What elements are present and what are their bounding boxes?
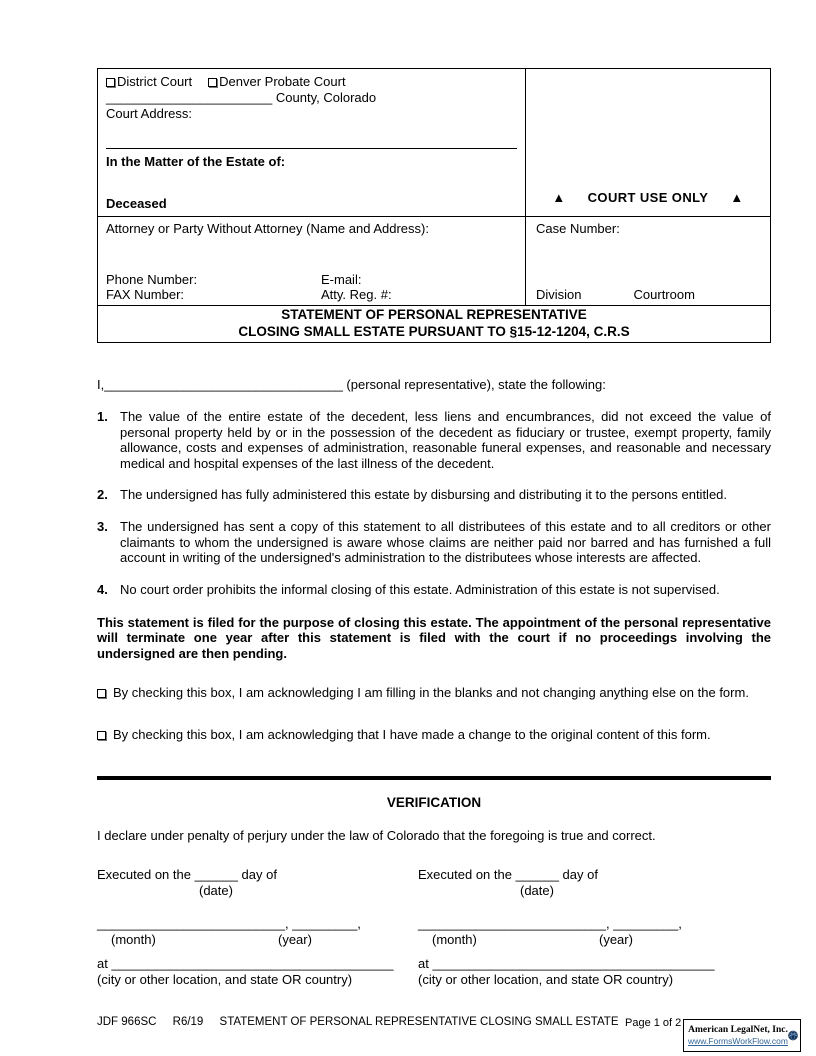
form-title-line1: STATEMENT OF PERSONAL REPRESENTATIVE <box>281 307 587 322</box>
ack-fill-blanks-checkbox[interactable] <box>97 689 106 698</box>
month-year-captions-left <box>97 932 418 948</box>
item-text: The undersigned has fully administered this estate by disbursing and distributing it to the persons entitled. <box>120 487 728 502</box>
item-number: 1. <box>97 409 108 424</box>
page-footer <box>97 1016 632 1028</box>
denver-probate-label: Denver Probate Court <box>219 74 346 89</box>
division-label: Division <box>536 287 582 302</box>
email-label: E-mail: <box>321 272 362 287</box>
attorney-label: Attorney or Party Without Attorney (Name and Address): <box>106 221 429 236</box>
item-text: The value of the entire estate of the decedent, less liens and encumbrances, did not exceed the value of personal property held by or in the possession of the decedent as fiduciary or trustee, exempt property, family allowance, costs and expenses of administration, reasonable funeral expenses, and reasonable and necessary medical and hospital expenses of the last illness of the decedent. <box>120 409 771 471</box>
court-use-only-label: COURT USE ONLY <box>587 190 709 205</box>
district-court-option <box>106 74 192 89</box>
court-use-only-banner <box>552 190 743 206</box>
fax-attyreg-row <box>106 287 517 302</box>
date-caption-left: (date) <box>199 883 233 898</box>
division-courtroom-row <box>536 287 760 302</box>
item-number: 2. <box>97 487 108 502</box>
atty-reg-label: Atty. Reg. #: <box>321 287 392 302</box>
district-court-label: District Court <box>117 74 193 89</box>
execution-columns <box>97 867 771 988</box>
month-year-captions-right <box>418 932 739 948</box>
case-number-label: Case Number: <box>536 221 620 236</box>
execution-column-left <box>97 867 418 988</box>
form-page <box>97 68 771 988</box>
verification-heading: VERIFICATION <box>386 795 482 810</box>
american-legalnet-logo <box>683 1019 801 1052</box>
globe-icon <box>788 1023 798 1048</box>
closing-bold-statement: This statement is filed for the purpose of closing this estate. The appointment of the personal representative will terminate one year after this statement is filed with the court if no proceedings involving the undersigned are then pending. <box>97 614 771 661</box>
page-number: Page 1 of 2 <box>625 1017 682 1029</box>
ack-changed-form-checkbox[interactable] <box>97 731 106 740</box>
year-caption-left: (year) <box>278 932 312 947</box>
location-caption-left: (city or other location, and state OR country) <box>97 972 353 987</box>
representative-intro-line: I,_________________________________ (personal representative), state the following: <box>97 377 606 392</box>
month-caption-right: (month) <box>432 932 477 947</box>
execution-column-right <box>418 867 739 988</box>
at-location-blank-right: at _______________________________________ <box>418 956 715 971</box>
month-caption-left: (month) <box>111 932 156 947</box>
ack-fill-blanks-row <box>97 682 771 703</box>
district-court-checkbox[interactable] <box>106 78 115 87</box>
item-number: 3. <box>97 519 108 534</box>
form-title-line2: CLOSING SMALL ESTATE PURSUANT TO §15-12-1204, C.R.S <box>238 323 630 339</box>
perjury-declaration: I declare under penalty of perjury under the law of Colorado that the foregoing is true and correct. <box>97 828 656 843</box>
executed-on-line-left: Executed on the ______ day of <box>97 867 277 882</box>
date-caption-right: (date) <box>520 883 554 898</box>
statement-item-2 <box>97 487 771 503</box>
court-type-row <box>106 74 517 90</box>
section-divider-rule <box>97 776 771 780</box>
statement-item-3 <box>97 519 771 566</box>
year-caption-right: (year) <box>599 932 633 947</box>
executed-on-line-right: Executed on the ______ day of <box>418 867 598 882</box>
triangle-up-icon: ▲ <box>552 190 566 205</box>
at-location-blank-left: at _______________________________________ <box>97 956 394 971</box>
denver-probate-option <box>208 74 345 89</box>
item-text: No court order prohibits the informal closing of this estate. Administration of this estate is not supervised. <box>120 581 720 597</box>
footer-form-title: STATEMENT OF PERSONAL REPRESENTATIVE CLOSING SMALL ESTATE <box>219 1016 619 1028</box>
denver-probate-checkbox[interactable] <box>208 78 217 87</box>
month-year-blanks-right: __________________________, _________, <box>418 916 682 931</box>
court-use-only-cell <box>526 69 770 216</box>
caption-block <box>97 68 771 343</box>
item-text: The undersigned has sent a copy of this statement to all distributees of this estate and to all creditors or other claimants to whom the undersigned is aware whose claims are neither paid nor barred and has furnished a full account in writing of the undersigned's administration to the distributees whose interests are affected. <box>120 519 771 565</box>
location-caption-right: (city or other location, and state OR country) <box>418 972 674 987</box>
fax-label: FAX Number: <box>106 287 185 302</box>
ack-changed-form-label: By checking this box, I am acknowledging that I have made a change to the original content of this form. <box>113 727 711 742</box>
phone-label: Phone Number: <box>106 272 198 287</box>
case-number-cell <box>526 216 770 305</box>
ack-fill-blanks-label: By checking this box, I am acknowledging I am filling in the blanks and not changing anything else on the form. <box>113 685 749 700</box>
courtroom-label: Courtroom <box>633 287 695 302</box>
phone-email-row <box>106 272 517 287</box>
statement-item-1 <box>97 409 771 471</box>
revision-code: R6/19 <box>172 1016 204 1028</box>
estate-of-label: In the Matter of the Estate of: <box>106 154 286 169</box>
deceased-label: Deceased <box>106 196 167 211</box>
court-address-label: Court Address: <box>106 106 192 121</box>
statement-item-4 <box>97 582 771 598</box>
ack-changed-form-row <box>97 724 771 745</box>
triangle-up-icon: ▲ <box>730 190 744 205</box>
logo-company-name: American LegalNet, Inc. <box>688 1025 788 1035</box>
court-info-cell <box>98 69 526 216</box>
logo-text <box>688 1025 788 1046</box>
form-id: JDF 966SC <box>97 1016 157 1028</box>
logo-website-link[interactable]: www.FormsWorkFlow.com <box>688 1036 788 1046</box>
attorney-cell <box>98 216 526 305</box>
county-blank-line: _______________________ County, Colorado <box>106 90 377 105</box>
item-number: 4. <box>97 581 108 597</box>
caption-divider-line <box>106 148 517 149</box>
form-title-cell <box>98 305 770 342</box>
month-year-blanks-left: __________________________, _________, <box>97 916 361 931</box>
